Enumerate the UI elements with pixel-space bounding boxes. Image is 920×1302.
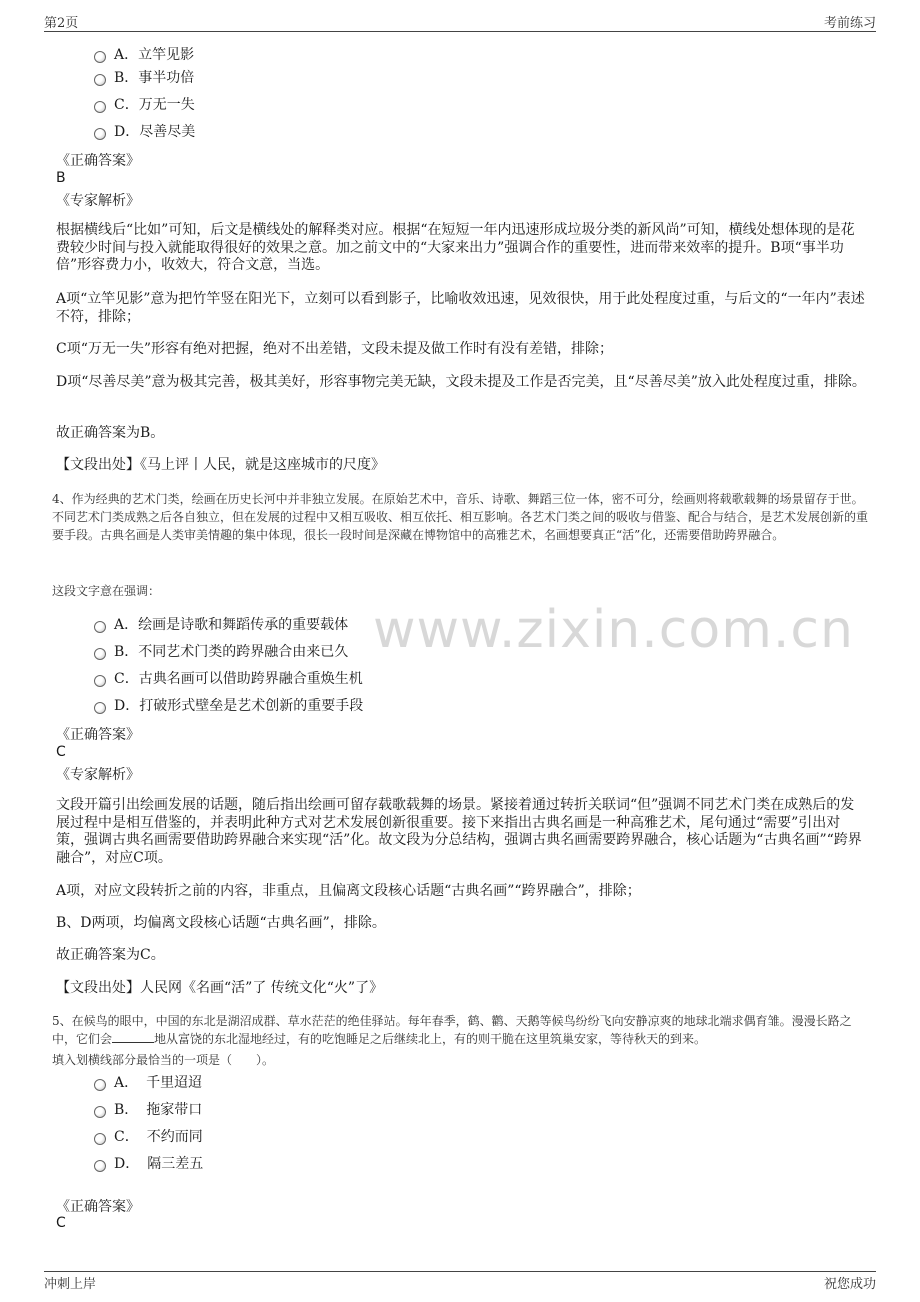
q3-option-d[interactable]	[94, 122, 195, 142]
option-text: 不同艺术门类的跨界融合由来已久	[138, 644, 349, 660]
option-letter: C．	[114, 671, 139, 687]
radio-button-icon[interactable]	[94, 1133, 106, 1145]
conclusion: 故正确答案为B。	[56, 425, 165, 441]
option-text: 万无一失	[138, 97, 195, 113]
q3-option-b[interactable]	[94, 68, 194, 88]
q4-option-c[interactable]	[94, 669, 363, 689]
radio-button-icon[interactable]	[94, 51, 106, 63]
correct-answer: C	[56, 1215, 66, 1231]
header-title: 考前练习	[823, 16, 876, 31]
q5-option-b[interactable]	[94, 1100, 202, 1120]
radio-button-icon[interactable]	[94, 101, 106, 113]
option-letter: D．	[114, 124, 140, 140]
stem-part: 地从富饶的东北湿地经过，有的吃饱睡足之后继续北上，有的则干脆在这里筑巢安家，等待秋天的到来。	[154, 1032, 707, 1046]
option-text: 拖家带口	[146, 1102, 203, 1118]
answer-label: 《正确答案》	[56, 1199, 140, 1215]
radio-button-icon[interactable]	[94, 74, 106, 86]
q3-option-c[interactable]	[94, 95, 195, 115]
radio-button-icon[interactable]	[94, 1079, 106, 1091]
option-letter: A．	[114, 1075, 139, 1091]
option-text: 立竿见影	[138, 47, 195, 63]
option-text: 事半功倍	[138, 70, 195, 86]
analysis-paragraph: A项“立竿见影”意为把竹竿竖在阳光下，立刻可以看到影子，比喻收效迅速，见效很快，用于此处程度过重，与后文的“一年内”表述不符，排除；	[56, 291, 865, 325]
analysis-paragraph: D项“尽善尽美”意为极其完善，极其美好，形容事物完美无缺，文段未提及工作是否完美，且“尽善尽美”放入此处程度过重，排除。	[56, 374, 866, 390]
watermark: www.zixin.com.cn	[373, 600, 854, 660]
stem-part: 5、在候鸟的眼中，中国的东北是湖沼成群、草水茫茫的绝佳驿站。每年春季，鹤、鹳、天鹅等候鸟纷纷飞向安静凉爽的地球北端求偶育雏。漫漫长路之中，它们会	[52, 1014, 852, 1046]
radio-button-icon[interactable]	[94, 621, 106, 633]
q4-option-a[interactable]	[94, 615, 348, 635]
radio-button-icon[interactable]	[94, 128, 106, 140]
q4-option-d[interactable]	[94, 696, 363, 716]
question-prompt: 这段文字意在强调：	[52, 584, 161, 598]
analysis-label: 《专家解析》	[56, 193, 140, 209]
page-number: 第2页	[44, 16, 79, 31]
option-letter: A．	[114, 47, 139, 63]
source-citation: 【文段出处】《马上评丨人民，就是这座城市的尺度》	[56, 457, 385, 473]
question-stem: 4、作为经典的艺术门类，绘画在历史长河中并非独立发展。在原始艺术中，音乐、诗歌、舞蹈三位一体，密不可分，绘画则将载歌载舞的场景留存于世。不同艺术门类成熟之后各自独立，但在发展的过程中又相互吸收、相互依托、相互影响。各艺术门类之间的吸收与借鉴、配合与结合，是艺术发展创新的重要手段。古典名画是人类审美情趣的集中体现，很长一段时间是深藏在博物馆中的高雅艺术，名画想要真正“活”化，还需要借助跨界融合。	[52, 492, 869, 542]
question-prompt: 填入划横线部分最恰当的一项是（ ）。	[52, 1053, 275, 1067]
option-letter: C．	[114, 97, 139, 113]
footer-right: 祝您成功	[823, 1277, 876, 1292]
option-letter: A．	[114, 617, 139, 633]
option-letter: B．	[114, 644, 139, 660]
option-letter: D．	[114, 1156, 140, 1172]
radio-button-icon[interactable]	[94, 675, 106, 687]
answer-label: 《正确答案》	[56, 727, 140, 743]
q4-option-b[interactable]	[94, 642, 348, 662]
correct-answer: B	[56, 170, 66, 186]
analysis-paragraph: A项，对应文段转折之前的内容，非重点，且偏离文段核心话题“古典名画”“跨界融合”，排除；	[56, 883, 641, 899]
radio-button-icon[interactable]	[94, 1106, 106, 1118]
radio-button-icon[interactable]	[94, 648, 106, 660]
correct-answer: C	[56, 744, 66, 760]
option-text: 尽善尽美	[139, 124, 196, 140]
source-citation: 【文段出处】人民网《名画“活”了 传统文化“火”了》	[56, 980, 384, 996]
option-text: 打破形式壁垒是艺术创新的重要手段	[139, 698, 364, 714]
option-letter: B．	[114, 70, 139, 86]
footer-left: 冲刺上岸	[44, 1277, 97, 1292]
page-header	[44, 12, 876, 32]
radio-button-icon[interactable]	[94, 702, 106, 714]
analysis-paragraph: 文段开篇引出绘画发展的话题，随后指出绘画可留存载歌载舞的场景。紧接着通过转折关联词“但”强调不同艺术门类在成熟后的发展过程中是相互借鉴的，并表明此种方式对艺术发展创新很重要。接下来指出古典名画是一种高雅艺术，尾句通过“需要”引出对策，强调古典名画需要借助跨界融合来实现“活”化。故文段为分总结构，强调古典名画需要跨界融合，核心话题为“古典名画”“跨界融合”，对应C项。	[56, 797, 862, 866]
option-text: 不约而同	[146, 1129, 203, 1145]
option-letter: B．	[114, 1102, 139, 1118]
option-text: 古典名画可以借助跨界融合重焕生机	[138, 671, 363, 687]
option-letter: C．	[114, 1129, 139, 1145]
radio-button-icon[interactable]	[94, 1160, 106, 1172]
q5-option-c[interactable]	[94, 1127, 203, 1147]
conclusion: 故正确答案为C。	[56, 947, 165, 963]
analysis-paragraph: 根据横线后“比如”可知，后文是横线处的解释类对应。根据“在短短一年内迅速形成垃圾分类的新风尚”可知，横线处想体现的是花费较少时间与投入就能取得很好的效果之意。加之前文中的“大家来出力”强调合作的重要性，进而带来效率的提升。B项“事半功倍”形容费力小，收效大，符合文意，当选。	[56, 222, 855, 273]
option-text: 隔三差五	[147, 1156, 204, 1172]
answer-label: 《正确答案》	[56, 153, 140, 169]
analysis-paragraph: C项“万无一失”形容有绝对把握，绝对不出差错，文段未提及做工作时有没有差错，排除；	[56, 341, 614, 357]
analysis-label: 《专家解析》	[56, 767, 140, 783]
q5-option-a[interactable]	[94, 1073, 202, 1093]
q5-option-d[interactable]	[94, 1154, 203, 1174]
q3-option-a[interactable]	[94, 45, 194, 65]
question-stem	[52, 1012, 872, 1048]
page-footer	[44, 1271, 876, 1292]
option-text: 千里迢迢	[146, 1075, 203, 1091]
analysis-paragraph: B、D两项，均偏离文段核心话题“古典名画”，排除。	[56, 915, 386, 931]
option-text: 绘画是诗歌和舞蹈传承的重要载体	[138, 617, 349, 633]
fill-blank	[112, 1030, 154, 1043]
option-letter: D．	[114, 698, 140, 714]
